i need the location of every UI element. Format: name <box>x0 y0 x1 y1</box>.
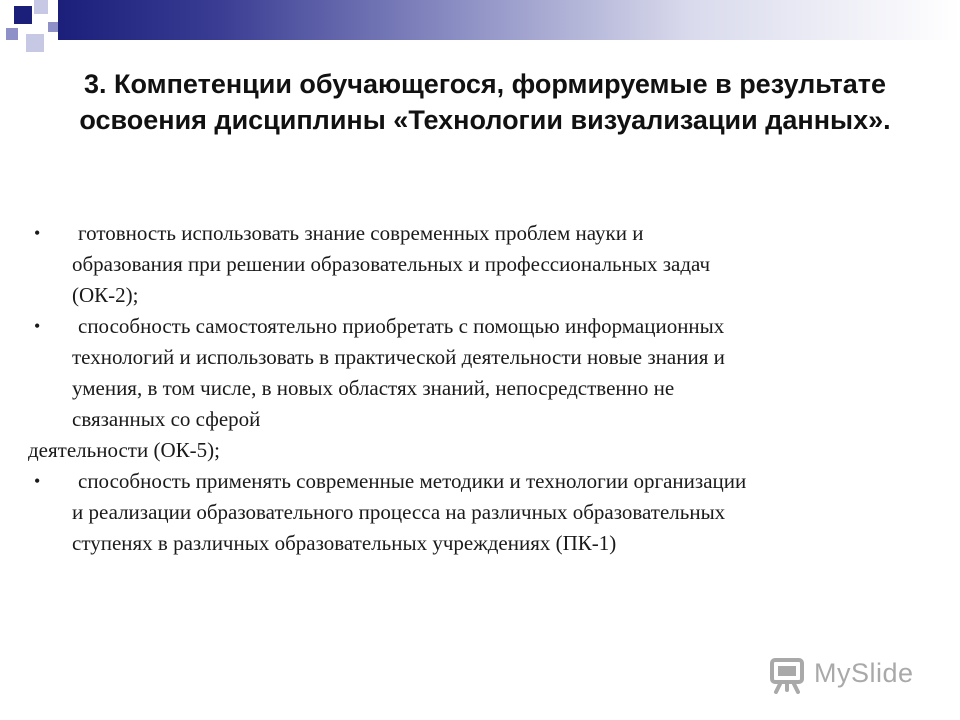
bullet-marker: • <box>34 223 41 243</box>
decor-square <box>34 0 48 14</box>
decor-square <box>48 22 58 32</box>
myslide-logo-icon <box>768 654 810 694</box>
list-item-continuation: деятельности (ОК-5); <box>28 438 220 462</box>
list-item-line: технологий и использовать в практической деятельности новые знания и <box>72 345 725 369</box>
list-item <box>28 218 940 311</box>
list-item-line: ступенях в различных образовательных учреждениях (ПК-1) <box>72 531 617 555</box>
list-item-line: образования при решении образовательных и профессиональных задач <box>72 252 711 276</box>
list-item <box>28 311 940 435</box>
list-item <box>28 466 940 559</box>
competency-list <box>28 218 940 559</box>
decor-square <box>14 6 32 24</box>
slide-title: 3. Компетенции обучающегося, формируемые в результате освоения дисциплины «Технологии визуализации данных». <box>79 69 891 135</box>
list-item-line: умения, в том числе, в новых областях знаний, непосредственно не <box>72 376 675 400</box>
decorative-header <box>0 0 960 56</box>
decor-square <box>6 28 18 40</box>
list-item-line: связанных со сферой <box>72 407 261 431</box>
bullet-marker: • <box>34 471 41 491</box>
watermark-text: MySlide <box>814 658 914 688</box>
list-item-line: способность применять современные методики и технологии организации <box>78 469 747 493</box>
list-item-line: и реализации образовательного процесса на различных образовательных <box>72 500 726 524</box>
list-item-line: способность самостоятельно приобретать с помощью информационных <box>78 314 725 338</box>
gradient-bar <box>58 0 960 40</box>
watermark-logo <box>768 654 938 694</box>
list-item-line: готовность использовать знание современных проблем науки и <box>78 221 644 245</box>
decor-square <box>26 34 44 52</box>
list-item-line: (ОК-2); <box>72 283 139 307</box>
bullet-marker: • <box>34 316 41 336</box>
